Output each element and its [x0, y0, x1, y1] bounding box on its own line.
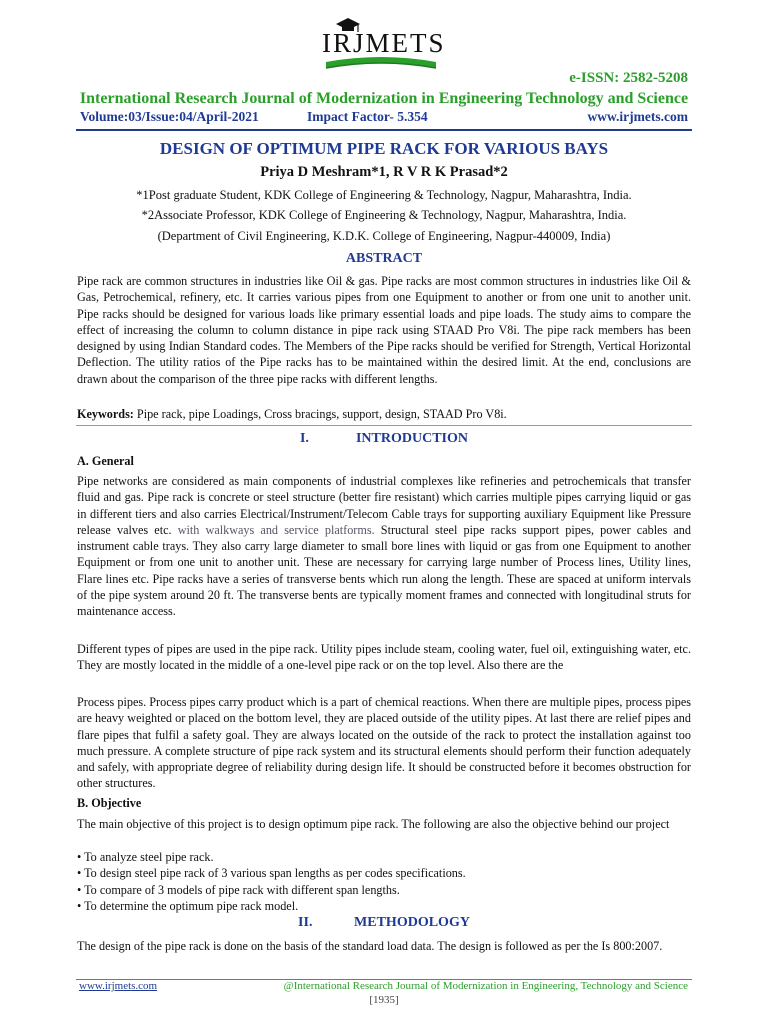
abstract-heading: ABSTRACT: [345, 251, 423, 266]
authors: Priya D Meshram*1, R V R K Prasad*2: [260, 164, 508, 180]
keywords-list: Pipe rack, pipe Loadings, Cross bracings, support, design, STAAD Pro V8i.: [133, 407, 507, 421]
intro-paragraph-3: [77, 694, 691, 792]
page-number: [1935]: [369, 994, 399, 1006]
p2-text: Different types of pipes are used in the pipe rack. Utility pipes include steam, cooling water, fuel oil, extinguishing water, etc. They are mostly located in the middle of a one-level pipe rack or on the top level. Also there are the: [77, 642, 691, 673]
method-number: II.: [298, 915, 313, 930]
volume-issue: Volume:03/Issue:04/April-2021: [80, 109, 259, 124]
paper-title: DESIGN OF OPTIMUM PIPE RACK FOR VARIOUS BAYS: [159, 139, 609, 158]
list-item: • To determine the optimum pipe rack model.: [77, 898, 299, 913]
subsection-objective: B. Objective: [77, 796, 142, 810]
method-title: METHODOLOGY: [354, 915, 470, 930]
p1-part-b: with walkways and service platforms.: [171, 522, 375, 537]
section-divider: [76, 425, 692, 426]
method-paragraph: [77, 938, 691, 954]
list-item: • To design steel pipe rack of 3 various span lengths as per codes specifications.: [77, 866, 466, 881]
journal-site[interactable]: www.irjmets.com: [587, 109, 688, 124]
affiliation-2: *2Associate Professor, KDK College of Engineering & Technology, Nagpur, Maharashtra, India.: [141, 208, 627, 222]
intro-title: INTRODUCTION: [355, 431, 468, 446]
p4-text: The main objective of this project is to design optimum pipe rack. The following are also the objective behind our project: [77, 817, 670, 831]
list-item: • To compare of 3 models of pipe rack with different span lengths.: [77, 882, 400, 897]
intro-paragraph-1: [77, 473, 691, 620]
objective-paragraph: [77, 816, 691, 832]
keywords-label: Keywords:: [77, 407, 134, 421]
intro-paragraph-2: [77, 641, 691, 674]
intro-number: I.: [299, 431, 309, 446]
p3-text: Process pipes. Process pipes carry product which is a part of chemical reactions. When there are multiple pipes, process pipes are heavy weighted or placed on the bottom level, they are placed outside of the utility pipes. At last there are relief pipes and flare pipes that fulfil a safety goal. They are always located on the outside of the rack to protect the installation against too much pressure. A complete structure of pipe rack system and its structural elements should perform their function adequately and safely, with appropriate degree of reliability during design life. It should be constructed before it becomes obstruction for other structures.: [77, 695, 691, 791]
footer-url[interactable]: www.irjmets.com: [79, 980, 158, 992]
issn: e-ISSN: 2582-5208: [569, 70, 688, 86]
abstract-text: [77, 273, 691, 387]
keywords: [77, 406, 691, 422]
abstract-paragraph: Pipe rack are common structures in industries like Oil & gas. Pipe racks are most common structures in industries like Oil & Gas, Petrochemical, refinery, etc. It carries various pipes from one Equipment to another or from one unit to another unit. Pipe racks should be designed for various loads like primary essential loads and pipe loads. The study aims to compare the effect of increasing the column to column distance in pipe rack using STAAD Pro V8i. The pipe rack members has been designed by using Indian Standard codes. The Members of the Pipe racks should be verified for Strength, Vertical Horizontal Deflection. The utility ratios of the Pipe racks has to be maintained within the desired limit. At the end, conclusions are drawn about the comparison of the three pipe racks with different lengths.: [77, 274, 691, 386]
intro-heading: [0, 431, 768, 447]
method-text: The design of the pipe rack is done on the basis of the standard load data. The design is followed as per the Is 800:2007.: [77, 939, 663, 953]
affiliation-3: (Department of Civil Engineering, K.D.K. College of Engineering, Nagpur-440009, India): [157, 229, 611, 243]
footer-copyright: @International Research Journal of Modernization in Engineering, Technology and Science: [283, 980, 688, 992]
logo-text: IRJMETS: [322, 28, 446, 58]
p1-part-c: Structural steel pipe racks support pipes, power cables and instrument cable trays. They also carry large diameter to small bore lines with liquid or gas from one Equipment to another Equipment or from one unit to another unit. These are necessary for carrying large number of Process lines, Utility lines, Flare lines etc. Pipe racks have a series of transverse bents which run along the length. These are spaced at uniform intervals of the pipe system around 20 ft. The transverse bents are typically moment frames and connected with longitudinal struts for maintenance access.: [77, 522, 691, 619]
p1-part-a: Pipe networks are considered as main components of industrial complexes like refineries and petrochemicals that transfer fluid and gas. Pipe rack is concrete or steel structure (better fire resistant) which carries multiple pipes carrying liquid or gas in different tiers and also carries Electrical/Instrument/Telecom Cable trays for supporting auxiliary Equipment like Pressure release valves etc.: [77, 474, 691, 537]
method-heading: [0, 915, 768, 931]
journal-name: International Research Journal of Modernization in Engineering Technology and Science: [79, 90, 689, 107]
header-divider: [76, 129, 692, 131]
list-item: • To analyze steel pipe rack.: [77, 850, 214, 864]
affiliation-1: *1Post graduate Student, KDK College of Engineering & Technology, Nagpur, Maharashtra, India.: [136, 188, 632, 202]
subsection-general: A. General: [77, 454, 134, 468]
objective-list: [77, 849, 466, 914]
impact-factor: Impact Factor- 5.354: [307, 109, 428, 124]
